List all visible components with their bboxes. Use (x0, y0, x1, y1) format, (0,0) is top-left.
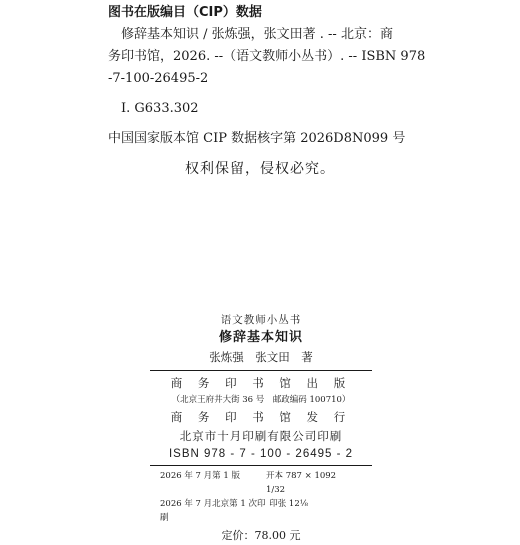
format-text: 开本 787 × 1092 1/32 (266, 471, 345, 495)
cip-record-number: 中国国家版本馆 CIP 数据核字第 2026D8N099 号 (108, 131, 406, 146)
cip-data-block (108, 2, 512, 150)
book-authors: 张炼强 张文田 著 (209, 350, 313, 364)
cip-entry-line-3: -7-100-26495-2 (108, 71, 209, 86)
rights-statement: 权利保留，侵权必究。 (185, 161, 335, 177)
isbn-line: ISBN 978 - 7 - 100 - 26495 - 2 (168, 448, 354, 460)
edition-text: 2026 年 7 月第 1 版 (160, 471, 240, 481)
printer-line: 北京市十月印刷有限公司印刷 (179, 429, 343, 443)
cip-entry-line-2: 务印书馆，2026. --（语文教师小丛书）. -- ISBN 978 (108, 49, 426, 64)
publisher-line: 商 务 印 书 馆 出 版 (170, 376, 352, 390)
printing-text: 2026 年 7 月北京第 1 次印刷 (160, 499, 266, 523)
publication-info (150, 371, 372, 465)
cip-heading: 图书在版编目（CIP）数据 (108, 5, 262, 20)
edition-row (150, 469, 372, 497)
distributor-line: 商 务 印 书 馆 发 行 (170, 410, 352, 424)
sheets-text: 印张 12⅛ (269, 499, 308, 509)
cip-entry-line-1: 修辞基本知识 / 张炼强，张文田著 . -- 北京：商 (121, 27, 393, 42)
series-name: 语文教师小丛书 (220, 314, 302, 326)
printing-row (150, 497, 372, 525)
book-title: 修辞基本知识 (218, 330, 303, 345)
cip-classification: I. G633.302 (121, 101, 199, 116)
edition-details (150, 466, 372, 525)
imprint-block (150, 313, 372, 545)
publisher-address: （北京王府井大街 36 号 邮政编码 100710） (171, 395, 351, 405)
price: 定价：78.00 元 (221, 529, 301, 542)
